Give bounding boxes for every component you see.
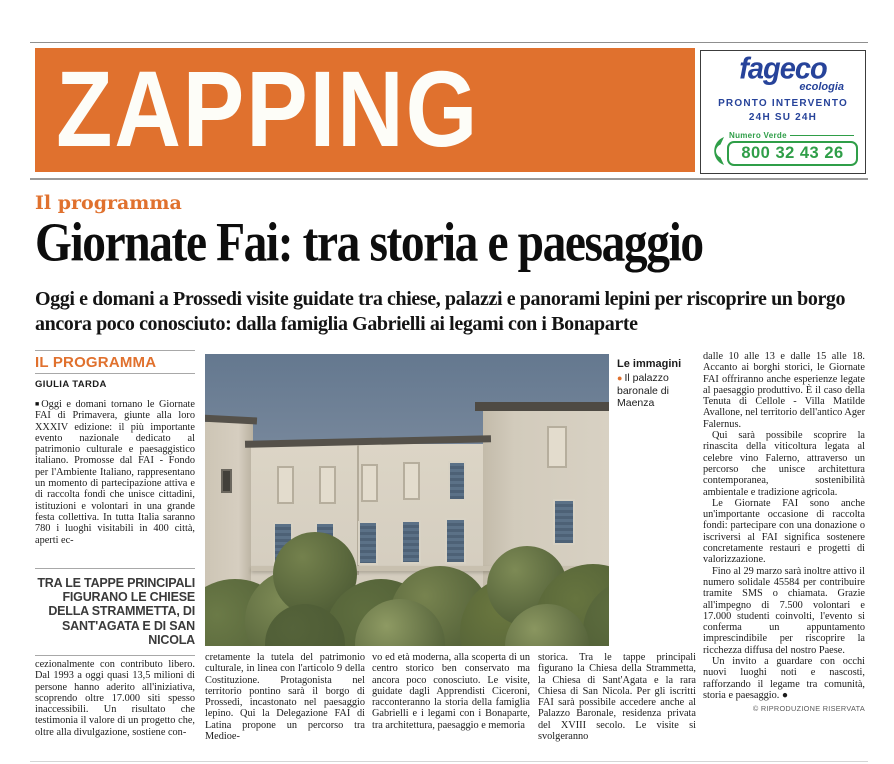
article-paragraph-col5: Fino al 29 marzo sarà inoltre attivo il numero solidale 45584 per contribuire tramite SMS o chiamata. Grazie all'impegno di 7.500 volontari e 17.000 studenti coinvolti, l'evento si conferma un appuntamento imprescindibile per riscoprire la ricchezza diffusa del nostro Paese.: [703, 565, 865, 656]
photo-window: [547, 426, 567, 468]
article-photo: [205, 354, 609, 646]
copyright-credit: © RIPRODUZIONE RISERVATA: [752, 704, 865, 714]
byline: GIULIA TARDA: [35, 379, 107, 390]
numero-verde-text: Numero Verde: [729, 131, 787, 141]
article-paragraph-col2: cretamente la tutela del patrimonio culturale, in linea con l'articolo 9 della Costituzione. Protagonista nel territorio pontino sarà il borgo di Prossedi, incastonato nel paesaggio lepino. Qui la Delegazione FAI di Latina propone un percorso tra Medioe-: [205, 652, 365, 743]
ad-phone-row: [708, 131, 858, 166]
article-column-5: [703, 351, 865, 759]
kicker: Il programma: [35, 192, 182, 214]
photo-window: [358, 521, 378, 565]
section-banner: [35, 48, 695, 172]
photo-window: [221, 469, 232, 493]
ad-service-line2: 24H SU 24H: [748, 111, 818, 123]
photo-window: [403, 462, 420, 500]
headline: Giornate Fai: tra storia e paesaggio: [35, 213, 703, 274]
section-banner-title: ZAPPING: [56, 49, 480, 170]
section-head: [35, 350, 195, 390]
phone-number[interactable]: 800 32 43 26: [727, 141, 858, 166]
photo-caption: [617, 358, 697, 410]
phone-icon: [708, 136, 727, 166]
photo-window: [448, 461, 466, 501]
photo-roof: [475, 402, 609, 411]
advertisement-box: [700, 50, 866, 174]
photo-window: [553, 499, 575, 545]
masthead-rule: [30, 178, 868, 180]
numero-verde-label: [729, 131, 854, 140]
ad-brand-logo: fageco: [739, 52, 827, 86]
article-paragraph-col3: vo ed età moderna, alla scoperta di un centro storico ben conservato ma ancora poco conosciuto. Le visite, guidate dagli Apprendisti Ciceroni, racconteranno la storia della famiglia Gabrielli e i legami con i Bonaparte, tra architettura, paesaggio e memoria: [372, 652, 530, 731]
article-paragraph-col4: storica. Tra le tappe principali figurano la Chiesa della Strammetta, la Chiesa di Sant'Agata e la rara Chiesa di San Nicola. Per gli iscritti FAI sarà possibile accedere anche al Palazzo Baronale, residenza privata del XVIII secolo. Le visite si svolgeranno: [538, 652, 696, 743]
article-paragraph-col5: Qui sarà possibile scoprire la rinascita della viticoltura legata al celebre vino Falerno, attraverso un percorso che unisce architettura contemporanea, sostenibilità ambientale e tradizione agricola.: [703, 430, 865, 498]
ad-phone-block: [727, 131, 858, 166]
bottom-rule: [30, 761, 868, 762]
article-paragraph-col5: dalle 10 alle 13 e dalle 15 alle 18. Accanto ai borghi storici, le Giornate FAI offriranno anche esperienze legate al paesaggio produttivo. È il caso della Tenuta di Cellole - Villa Matilde Avallone, nel territorio dell'antico Ager Falernus.: [703, 351, 865, 430]
photo-window: [445, 518, 466, 564]
caption-text: [617, 372, 697, 410]
photo-window: [319, 466, 336, 504]
pull-quote: TRA LE TAPPE PRINCIPALI FIGURANO LE CHIESE DELLA STRAMMETTA, DI SANT'AGATA E DI SAN NICOLA: [35, 568, 195, 656]
ad-service-text: [708, 97, 858, 124]
article-paragraph-col1: [35, 399, 195, 561]
top-rule: [30, 42, 868, 43]
photo-window: [277, 466, 294, 504]
photo-window: [401, 520, 421, 564]
paragraph-text: Oggi e domani tornano le Giornate FAI di Primavera, giunte alla loro XXXIV edizione: il più importante evento nazionale dedicato al patrimonio culturale e paesaggistico italiano. Promosse dal FAI - Fondo per l'Ambiente Italiano, rappresentano un momento di partecipazione attiva e di raccolta fondi che unisce cittadini, istituzioni e volontari in una grande festa collettiva. In tutta Italia saranno 780 i luoghi visitabili in 400 città, aperti ec-: [35, 399, 195, 546]
caption-body: Il palazzo baronale di Maenza: [617, 372, 669, 409]
caption-bullet-icon: ●: [617, 373, 623, 383]
article-paragraph-col5: Un invito a guardare con occhi nuovi luoghi noti e nascosti, rafforzando il legame tra comunità, storia e paesaggio. ●: [703, 656, 865, 701]
article-paragraph-col1-cont: cezionalmente con contributo libero. Dal 1993 a oggi quasi 13,5 milioni di persone hanno aderito all'iniziativa, scoprendo oltre 17.000 siti spesso inaccessibili. Un risultato che testimonia il valore di un progetto che, oltre alla divulgazione, sostiene con-: [35, 659, 195, 738]
ad-brand-sub: ecologia: [799, 81, 844, 94]
paragraph-marker: ■: [35, 400, 39, 408]
caption-title: Le immagini: [617, 358, 682, 370]
section-label: IL PROGRAMMA: [35, 351, 195, 374]
photo-window: [361, 464, 378, 502]
deck: Oggi e domani a Prossedi visite guidate tra chiese, palazzi e panorami lepini per riscoprire un borgo ancora poco conosciuto: dalla famiglia Gabrielli ai legami con i Bonaparte: [35, 288, 846, 335]
article-paragraph-col5: Le Giornate FAI sono anche un'importante occasione di raccolta fondi: partecipare con una donazione o iscriversi al FAI significa sostenere concretamente restauri e progetti di valorizzazione.: [703, 497, 865, 566]
ad-service-line1: PRONTO INTERVENTO: [718, 98, 848, 110]
